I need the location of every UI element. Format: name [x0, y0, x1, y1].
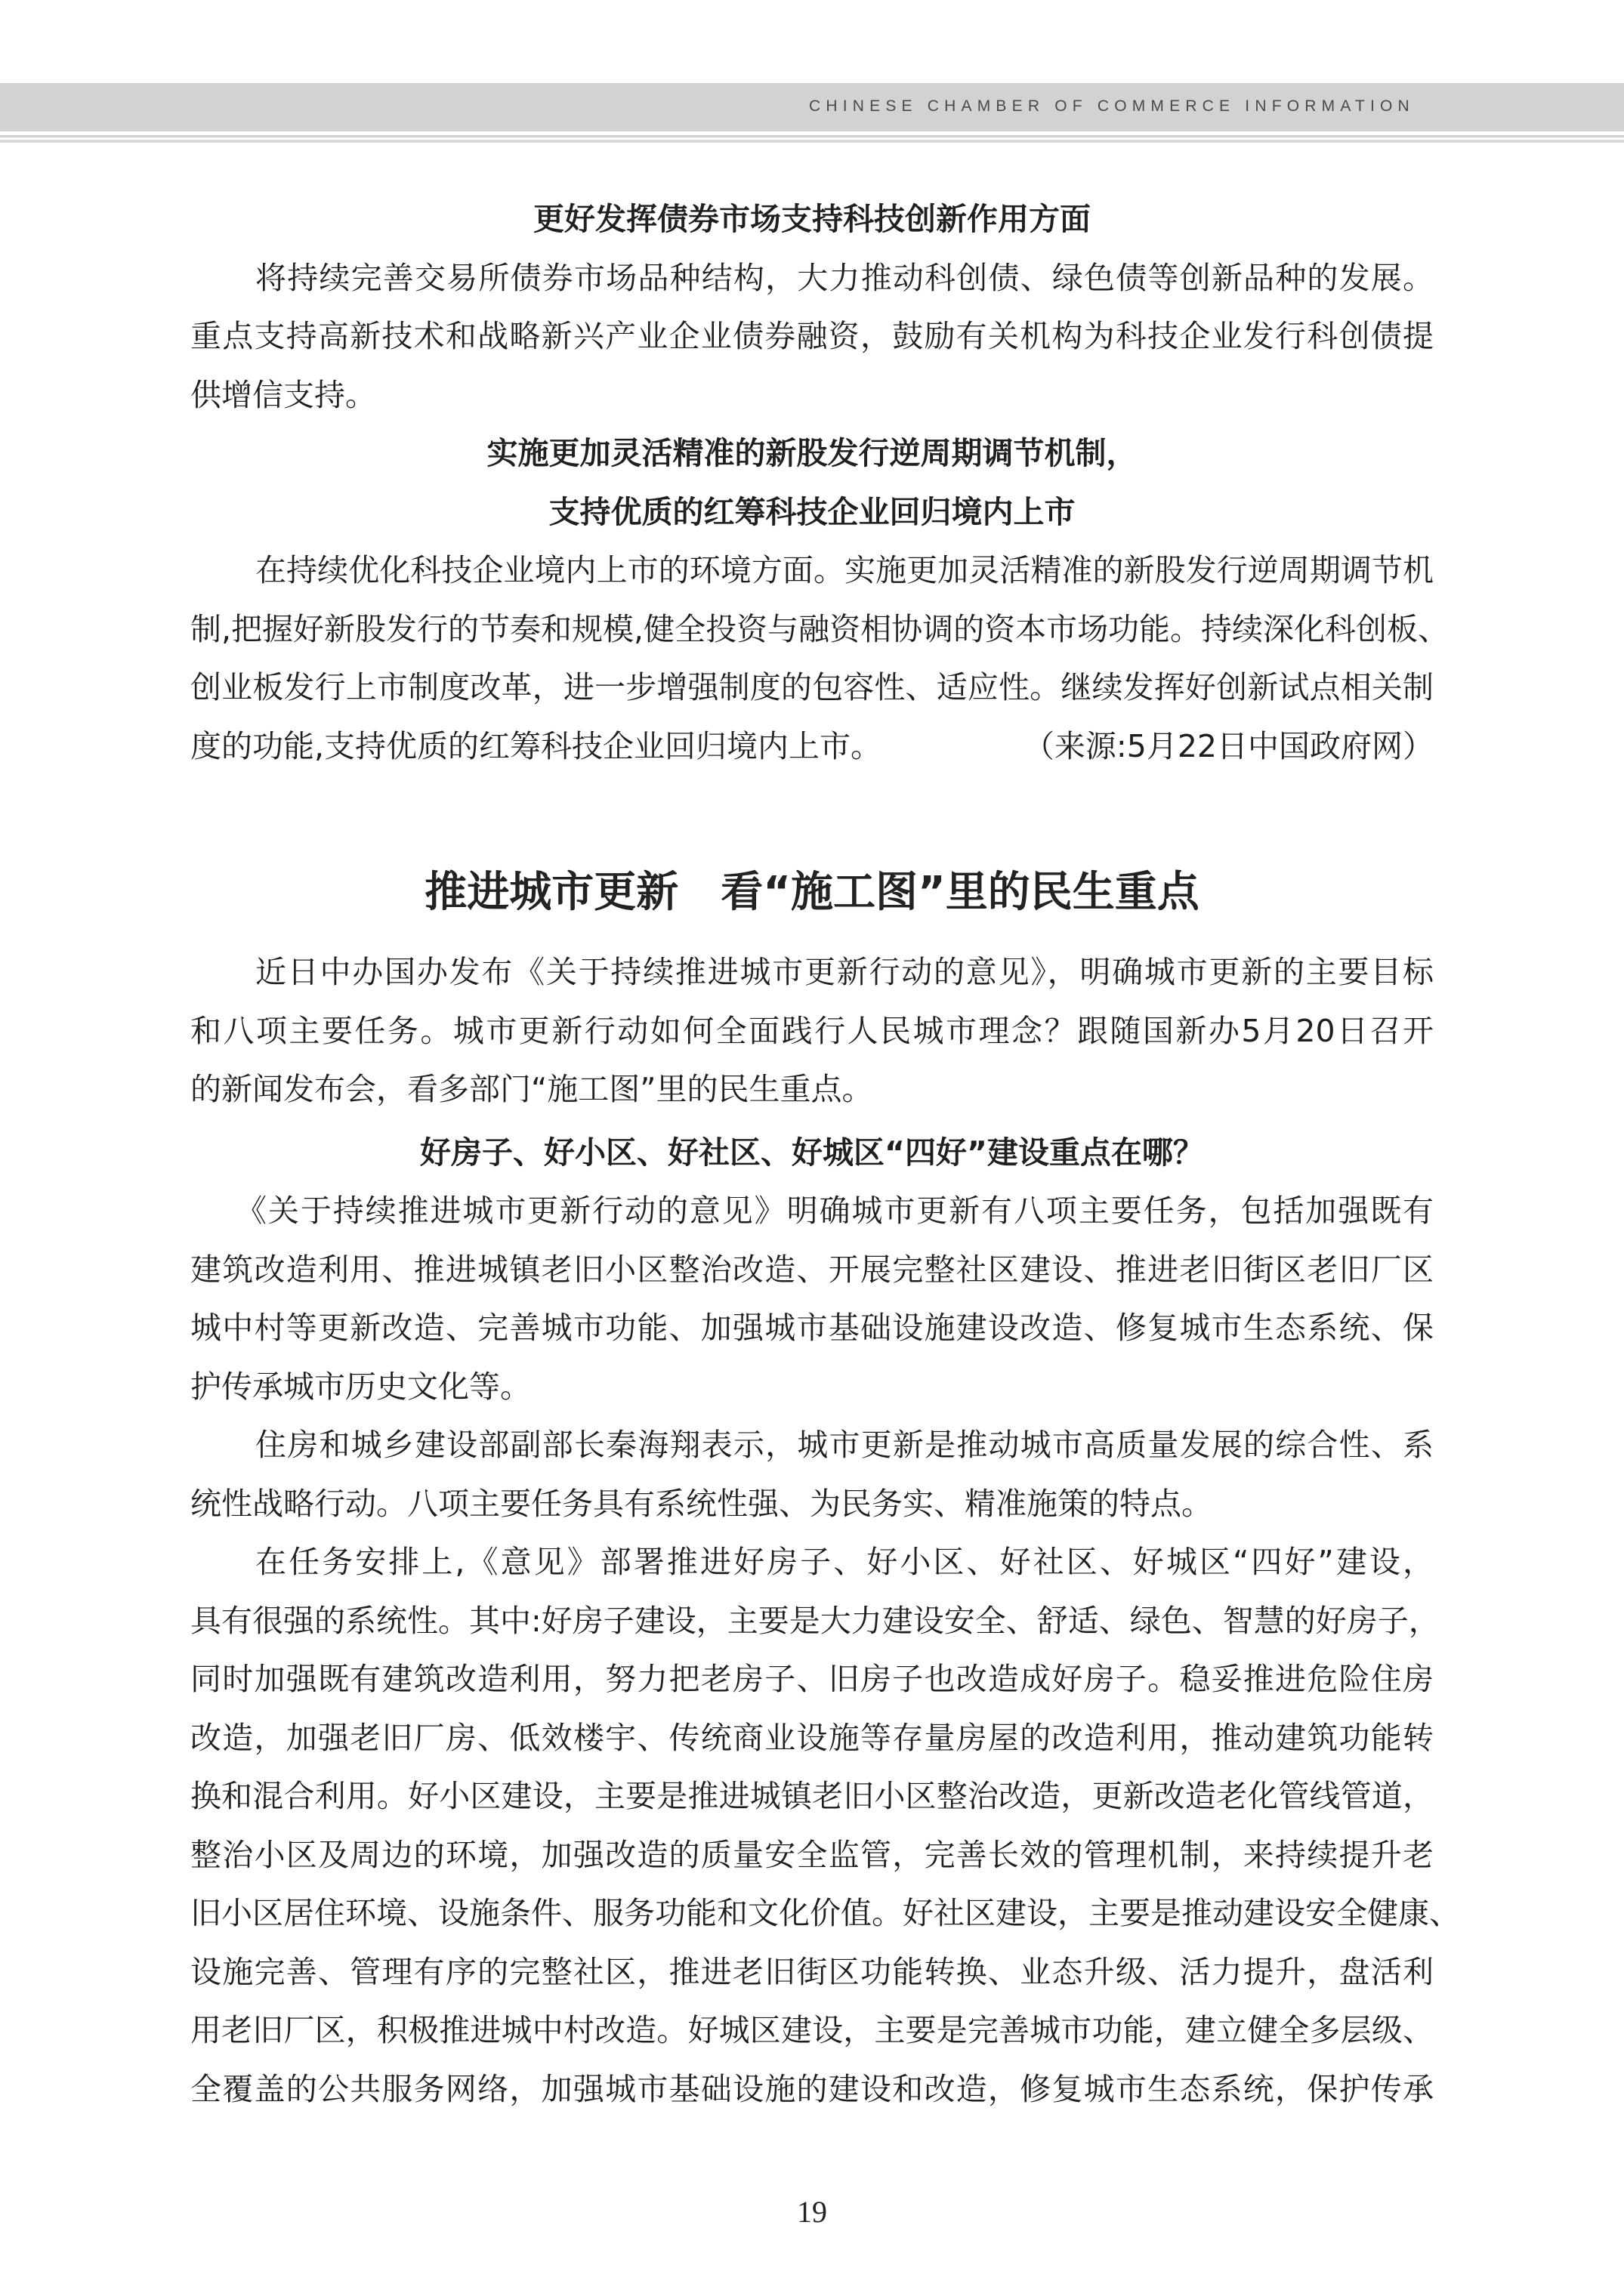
paragraph-line: 统性战略行动。八项主要任务具有系统性强、为民务实、精准施策的特点。	[190, 1485, 1212, 1522]
paragraph-line: 的新闻发布会，看多部门“施工图”里的民生重点。	[190, 1071, 873, 1107]
paragraph-line: 将持续完善交易所债券市场品种结构，大力推动科创债、绿色债等创新品种的发展。	[255, 259, 1434, 296]
article-title: 推进城市更新 看“施工图”里的民生重点	[425, 868, 1199, 917]
header-divider	[0, 140, 1624, 143]
source-citation: （来源:5月22日中国政府网）	[1023, 727, 1434, 764]
section-heading: 好房子、好小区、好社区、好城区“四好”建设重点在哪？	[420, 1134, 1204, 1171]
paragraph-line-with-source	[190, 718, 1434, 776]
page-content	[190, 190, 1460, 2119]
section-heading: 更好发挥债券市场支持科技创新作用方面	[533, 201, 1091, 237]
paragraph-line: 城中村等更新改造、完善城市功能、加强城市基础设施建设改造、修复城市生态系统、保	[190, 1310, 1434, 1346]
paragraph-line: 建筑改造利用、推进城镇老旧小区整治改造、开展完整社区建设、推进老旧街区老旧厂区	[190, 1251, 1434, 1288]
paragraph-line: 制,把握好新股发行的节奏和规模,健全投资与融资相协调的资本市场功能。持续深化科创板、	[190, 610, 1450, 647]
paragraph-line: 和八项主要任务。城市更新行动如何全面践行人民城市理念？跟随国新办5月20日召开	[190, 1012, 1434, 1049]
paragraph-line: 改造，加强老旧厂房、低效楼宇、传统商业设施等存量房屋的改造利用，推动建筑功能转	[190, 1719, 1434, 1756]
paragraph-line: 旧小区居住环境、设施条件、服务功能和文化价值。好社区建设，主要是推动建设安全健康、	[190, 1895, 1460, 1931]
paragraph-line: 度的功能,支持优质的红筹科技企业回归境内上市。	[190, 727, 882, 764]
header-divider	[0, 135, 1624, 137]
paragraph-line: 创业板发行上市制度改革，进一步增强制度的包容性、适应性。继续发挥好创新试点相关制	[190, 669, 1434, 705]
paragraph-line: 护传承城市历史文化等。	[190, 1368, 531, 1405]
paragraph-line: 在持续优化科技企业境内上市的环境方面。实施更加灵活精准的新股发行逆周期调节机	[255, 552, 1434, 588]
paragraph-line: 全覆盖的公共服务网络，加强城市基础设施的建设和改造，修复城市生态系统，保护传承	[190, 2070, 1434, 2107]
paragraph-line: 同时加强既有建筑改造利用，努力把老房子、旧房子也改造成好房子。稳妥推进危险住房	[190, 1661, 1434, 1697]
section-heading: 支持优质的红筹科技企业回归境内上市	[548, 493, 1076, 530]
paragraph-line: 在任务安排上,《意见》部署推进好房子、好小区、好社区、好城区“四好”建设，	[255, 1544, 1434, 1580]
paragraph-line: 近日中办国办发布《关于持续推进城市更新行动的意见》，明确城市更新的主要目标	[255, 954, 1434, 990]
paragraph-line: 具有很强的系统性。其中:好房子建设，主要是大力建设安全、舒适、绿色、智慧的好房子，	[190, 1602, 1440, 1639]
paragraph-line: 整治小区及周边的环境，加强改造的质量安全监管，完善长效的管理机制，来持续提升老	[190, 1836, 1434, 1873]
page-number: 19	[797, 2195, 827, 2229]
section-heading: 实施更加灵活精准的新股发行逆周期调节机制，	[486, 435, 1138, 471]
paragraph-line: 重点支持高新技术和战略新兴产业企业债券融资，鼓励有关机构为科技企业发行科创债提	[190, 318, 1434, 354]
publication-name: CHINESE CHAMBER OF COMMERCE INFORMATION	[809, 97, 1415, 115]
paragraph-line: 住房和城乡建设部副部长秦海翔表示，城市更新是推动城市高质量发展的综合性、系	[255, 1427, 1434, 1463]
paragraph-line: 供增信支持。	[190, 376, 376, 413]
paragraph-line: 换和混合利用。好小区建设，主要是推进城镇老旧小区整治改造，更新改造老化管线管道，	[190, 1778, 1434, 1814]
paragraph-line: 设施完善、管理有序的完整社区，推进老旧街区功能转换、业态升级、活力提升，盘活利	[190, 1953, 1434, 1990]
article-title-block	[190, 776, 1434, 943]
paragraph-line: 用老旧厂区，积极推进城中村改造。好城区建设，主要是完善城市功能，建立健全多层级、	[190, 2012, 1434, 2048]
paragraph-line: 《关于持续推进城市更新行动的意见》明确城市更新有八项主要任务，包括加强既有	[236, 1193, 1434, 1229]
